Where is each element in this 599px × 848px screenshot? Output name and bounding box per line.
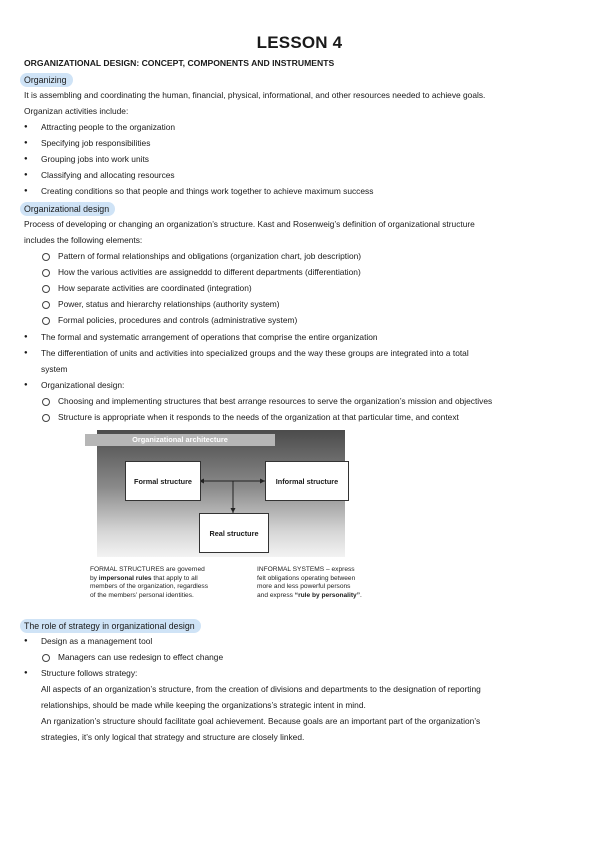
list-item-continuation: system: [41, 364, 68, 374]
sub-list-item: Formal policies, procedures and controls (administrative system): [58, 315, 298, 325]
caption-line: of the members’ personal identities.: [90, 591, 194, 599]
list-item: ● Structure follows strategy:: [41, 668, 137, 679]
caption-line: members of the organization, regardless: [90, 583, 209, 591]
list-item: ● The differentiation of units and activities into specialized groups and the way these groups are integrated into a total: [41, 348, 469, 359]
strategy-paragraph-1-line-1: All aspects of an organization’s structure, from the creation of divisions and departments to the designation of reporting: [41, 684, 481, 694]
caption-line: FORMAL STRUCTURES are governed: [90, 566, 205, 573]
formal-structure-box: Formal structure: [125, 461, 201, 501]
sub-list-item: Pattern of formal relationships and obligations (organization chart, job description): [58, 251, 362, 261]
diagram-title: Organizational architecture: [85, 434, 275, 446]
informal-systems-caption: [257, 566, 407, 600]
list-item: ● Attracting people to the organization: [41, 122, 175, 133]
caption-text: and express: [257, 591, 295, 599]
organizing-activities-intro: Organizan activities include:: [24, 106, 129, 116]
design-definition-line-2: includes the following elements:: [24, 235, 143, 245]
strategy-paragraph-2-line-1: An rganization’s structure should facilitate goal achievement. Because goals are an important part of the organization’s: [41, 716, 481, 726]
caption-text: by: [90, 574, 99, 582]
caption-line: more and less powerful persons: [257, 583, 351, 591]
list-item: ● Grouping jobs into work units: [41, 154, 149, 165]
caption-emphasis: impersonal rules: [98, 574, 152, 582]
caption-line: [257, 592, 407, 601]
design-definition-line-1: Process of developing or changing an organization’s structure. Kast and Rosenweig’s definition of organizational structure: [24, 219, 475, 229]
list-item: ● Creating conditions so that people and things work together to achieve maximum success: [41, 186, 373, 197]
strategy-paragraph-2-line-2: strategies, it’s only logical that strategy and structure are closely linked.: [41, 732, 305, 742]
caption-text: .: [360, 591, 362, 599]
informal-structure-box: Informal structure: [265, 461, 349, 501]
sub-list-item: How separate activities are coordinated (integration): [58, 283, 252, 293]
caption-emphasis: “rule by personality”: [294, 591, 360, 599]
lesson-subtitle: ORGANIZATIONAL DESIGN: CONCEPT, COMPONENTS AND INSTRUMENTS: [24, 58, 335, 68]
list-item: ● Specifying job responsibilities: [41, 138, 150, 149]
formal-structures-caption: [90, 566, 240, 600]
heading-role-of-strategy: The role of strategy in organizational design: [20, 619, 201, 633]
list-item: ● Design as a management tool: [41, 636, 152, 647]
list-item: ● Organizational design:: [41, 380, 124, 391]
heading-organizing: Organizing: [20, 73, 73, 87]
caption-line: felt obligations operating between: [257, 574, 356, 582]
sub-list-item: Managers can use redesign to effect change: [58, 652, 224, 662]
sub-list-item: Choosing and implementing structures that best arrange resources to serve the organization’s mission and objectives: [58, 396, 493, 406]
sub-list-item: How the various activities are assigneddd to different departments (differentiation): [58, 267, 361, 277]
list-item: ● The formal and systematic arrangement of operations that comprise the entire organization: [41, 332, 378, 343]
sub-list-item: Structure is appropriate when it responds to the needs of the organization at that particular time, and context: [58, 412, 459, 422]
caption-text: that apply to all: [151, 574, 198, 582]
real-structure-box: Real structure: [199, 513, 269, 553]
caption-line: [90, 575, 240, 584]
caption-line: INFORMAL SYSTEMS – express: [257, 566, 355, 573]
organizing-definition: It is assembling and coordinating the human, financial, physical, informational, and other resources needed to achieve goals.: [24, 90, 486, 100]
sub-list-item: Power, status and hierarchy relationships (authority system): [58, 299, 280, 309]
strategy-paragraph-1-line-2: relationships, should be made while keeping the organizations’s strategic intent in mind.: [41, 700, 366, 710]
heading-organizational-design: Organizational design: [20, 202, 115, 216]
list-item: ● Classifying and allocating resources: [41, 170, 175, 181]
lesson-title: LESSON 4: [256, 33, 343, 52]
